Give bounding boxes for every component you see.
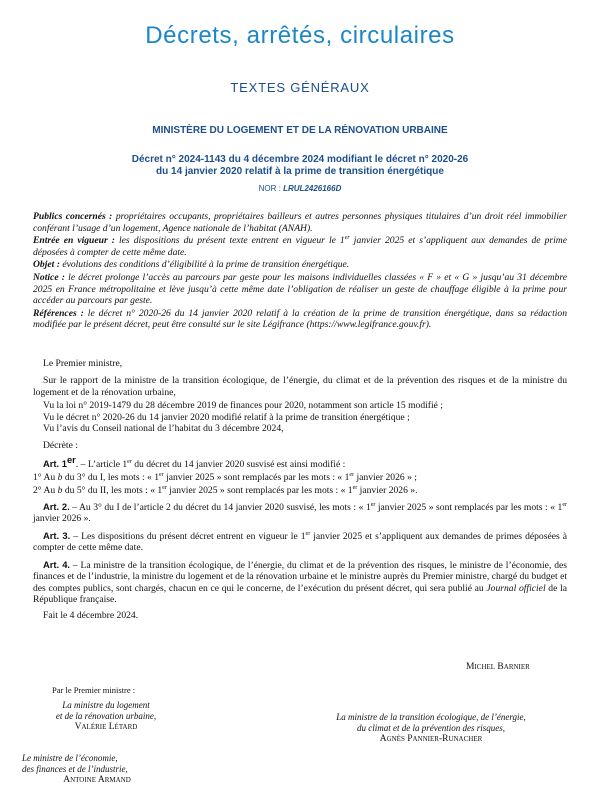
vu-decret: Vu le décret n° 2020-26 du 14 janvier 2020 modifié relatif à la prime de transition énergétique ; (43, 411, 410, 423)
article-1-item-2 (33, 485, 567, 496)
article-3-text-a: – Les dispositions du présent décret entrent en vigueur le 1 (70, 530, 306, 542)
item-1-sup-1: er (159, 472, 164, 479)
notice-publics (33, 211, 567, 234)
item-1-b: b (57, 472, 63, 484)
item-2-e: janvier 2026 ». (357, 484, 418, 496)
article-2-label: Art. 2. (43, 501, 70, 513)
notice-notice (33, 272, 567, 307)
par-le-premier-ministre: Par le Premier ministre : (52, 685, 136, 695)
vu-loi: Vu la loi n° 2019-1479 du 28 décembre 2019 de finances pour 2020, notamment son article 15 modifié ; (43, 400, 443, 412)
logement-title-2: et de la rénovation urbaine, (55, 711, 157, 721)
item-2-b: b (57, 484, 63, 496)
article-1-text-b: du décret du 14 janvier 2020 susvisé est ainsi modifié : (131, 458, 346, 470)
rapport-paragraph: Sur le rapport de la ministre de la transition écologique, de l’énergie, du climat et de la prévention des risques et de la ministre du logement et de la rénovation urbaine, (33, 375, 567, 398)
item-1-c: du 3° du I, les mots : « 1 (62, 472, 160, 484)
item-2-sup-2: er (352, 484, 358, 491)
economie-title-2: des finances et de l’industrie, (22, 764, 128, 774)
premier-ministre: Le Premier ministre, (43, 358, 123, 369)
publics-label: Publics concernés : (33, 211, 113, 222)
nor-code: LRUL2426166D (283, 184, 342, 193)
fait-le: Fait le 4 décembre 2024. (43, 610, 139, 622)
decree-body (33, 358, 567, 624)
journal-officiel: Journal officiel (486, 582, 546, 594)
article-4-label: Art. 4. (43, 558, 71, 570)
pm-signature-name: Michel Barnier (466, 662, 530, 672)
decree-title-line-1: Décret n° 2024-1143 du 4 décembre 2024 modifiant le décret n° 2020-26 (131, 154, 469, 165)
objet-label: Objet : (33, 259, 60, 271)
item-2-d: janvier 2025 » sont remplacés par les mots : « 1 (166, 484, 353, 496)
references-label: Références : (33, 307, 84, 319)
notice-entree (33, 235, 567, 258)
vu-avis: Vu l’avis du Conseil national de l’habitat du 3 décembre 2024, (43, 423, 284, 435)
nor-label: NOR : (258, 184, 281, 193)
article-4 (33, 559, 567, 606)
article-1 (33, 453, 567, 470)
notice-block (33, 211, 567, 332)
article-2-text-a: – Au 3° du I de l’article 2 du décret du 14 janvier 2020 susvisé, les mots : « 1 (69, 502, 371, 514)
article-1-text-a: . – L’article 1 (75, 458, 128, 470)
article-4-text-b: de la République française. (33, 582, 567, 605)
nor-reference (0, 184, 600, 193)
entree-text-a: les dispositions du présent texte entrent en vigueur le 1 (114, 235, 345, 247)
item-1-e: janvier 2026 » ; (354, 472, 417, 484)
item-1-sup-2: er (349, 472, 355, 479)
article-1-sup2: er (127, 458, 132, 465)
item-1-a: 1° Au (33, 472, 58, 484)
logement-name: Valérie Létard (74, 722, 138, 732)
objet-text: évolutions des conditions d’éligibilité à la prime de transition énergétique. (59, 259, 350, 271)
article-4-text-a: – La ministre de la transition écologique, de l’énergie, du climat et de la prévention des risques, le ministre de l’économie, des finances et de l’industrie, la ministre du logement et de la rénovation urbaine et le ministre auprès du Premier ministre, chargé du budget et des comptes publics, sont chargés, chacun en ce qui le concerne, de l’exécution du présent décret, qui sera publié au (33, 559, 567, 594)
article-3-text-b: janvier 2025 et s’appliquent aux demandes de primes déposées à compter de cette même date. (33, 530, 568, 554)
article-1-label: Art. 1 (43, 457, 67, 469)
decree-title-line-2: du 14 janvier 2020 relatif à la prime de transition énergétique (156, 166, 444, 177)
section-heading: TEXTES GÉNÉRAUX (230, 80, 370, 95)
publics-text: propriétaires occupants, propriétaires bailleurs et autres personnes physiques titulaires d’un droit réel immobilier conférant l’usage d’un logement, Agence nationale de l’habitat (ANAH). (33, 211, 567, 234)
economie-name: Antoine Armand (63, 775, 131, 785)
transition-name: Agnès Pannier-Runacher (379, 734, 483, 744)
notice-label: Notice : (33, 271, 65, 283)
article-2-text-c: janvier 2026 ». (33, 513, 91, 525)
item-2-a: 2° Au (33, 484, 58, 496)
logement-title-1: La ministre du logement (62, 700, 150, 710)
references-text: le décret n° 2020-26 du 14 janvier 2020 relatif à la création de la prime de transition énergétique, dans sa rédaction modifiée par le présent décret, peut être consulté sur le site Légifrance (https://www.legifrance.gouv.fr). (33, 307, 567, 331)
article-2 (33, 501, 567, 525)
item-2-sup-1: er (162, 484, 167, 491)
article-1-sup: er (66, 453, 76, 465)
article-3-sup: er (305, 530, 311, 537)
entree-sup: er (344, 235, 350, 241)
ministry-heading: MINISTÈRE DU LOGEMENT ET DE LA RÉNOVATION URBAINE (152, 125, 448, 136)
entree-label: Entrée en vigueur : (33, 235, 115, 247)
article-2-text-b: janvier 2025 » sont remplacés par les mots : « 1 (375, 502, 563, 514)
transition-title-2: du climat et de la prévention des risques, (357, 723, 505, 733)
article-2-sup-1: er (370, 501, 376, 508)
economie-signature (22, 753, 172, 786)
item-2-c: du 5° du II, les mots : « 1 (62, 484, 163, 496)
item-1-d: janvier 2025 » sont remplacés par les mots : « 1 (163, 472, 350, 484)
article-1-item-1 (33, 472, 567, 483)
entree-text-b: janvier 2025 et s’appliquent aux demandes de prime déposées à compter de cette même date. (33, 235, 567, 258)
notice-references (33, 308, 567, 331)
article-2-sup-2: er (562, 501, 567, 508)
notice-text: le décret prolonge l’accès au parcours par geste pour les maisons individuelles classées « F » et « G » jusqu’au 31 décembre 2025 en France métropolitaine et lève jusqu’à cette même date l’obligation de réaliser un geste de chauffage éligible à la prime pour accéder au parcours par geste. (33, 271, 567, 307)
decrete: Décrète : (43, 440, 78, 452)
article-3 (33, 530, 567, 554)
economie-title-1: Le ministre de l’économie, (22, 753, 118, 763)
notice-objet (33, 259, 567, 271)
transition-signature (296, 712, 566, 745)
section-banner: Décrets, arrêtés, circulaires (145, 22, 455, 49)
decree-title (40, 154, 560, 178)
article-3-label: Art. 3. (43, 529, 71, 541)
logement-signature (36, 700, 176, 733)
transition-title-1: La ministre de la transition écologique, de l’énergie, (336, 712, 526, 722)
